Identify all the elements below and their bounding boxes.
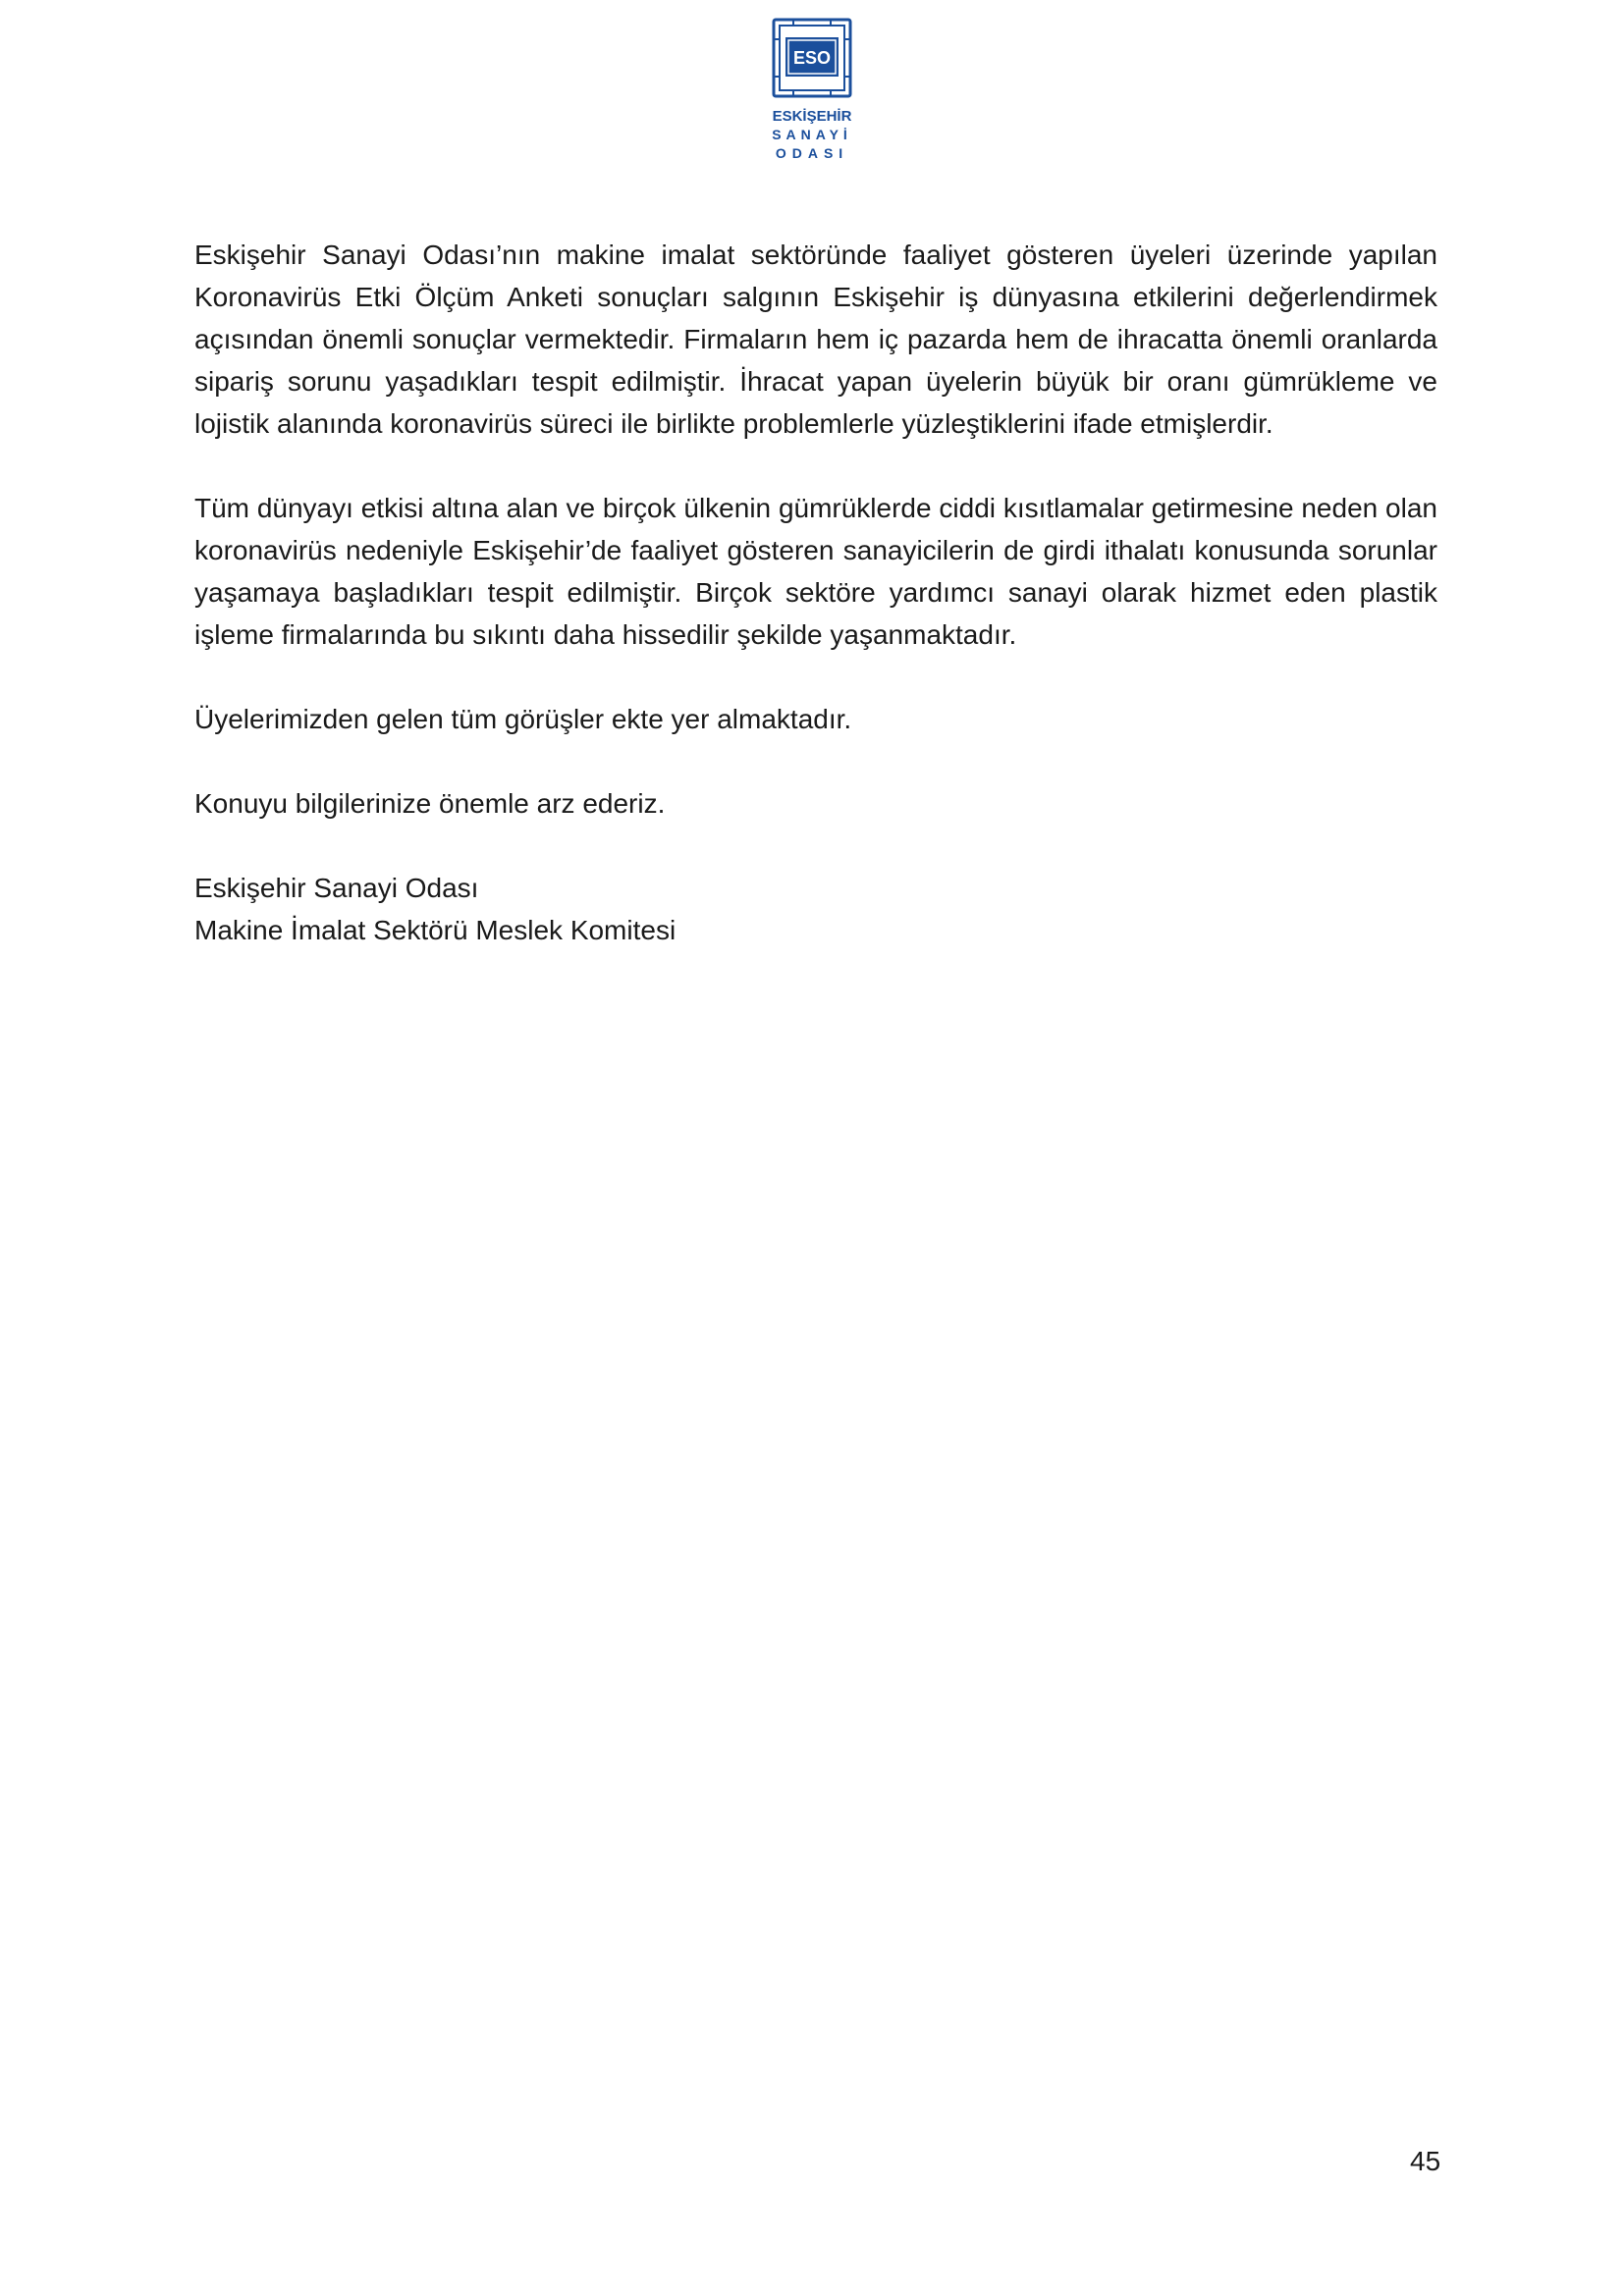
logo-line-2: SANAYİ [772,127,852,142]
paragraph-import-problems: Tüm dünyayı etkisi altına alan ve birçok ülkenin gümrüklerde ciddi kısıtlamalar getirmesine neden olan koronavirüs nedeniyle Eskişehir’de faaliyet gösteren sanayicilerin de girdi ithalatı konusunda sorunlar yaşamaya başladıkları tespit edilmiştir. Birçok sektöre yardımcı sanayi olarak hizmet eden plastik işleme firmalarında bu sıkıntı daha hissedilir şekilde yaşanmaktadır. [194,493,1437,650]
eso-logo [772,18,852,167]
page-number: 45 [1410,2146,1441,2176]
paragraph-survey-results: Eskişehir Sanayi Odası’nın makine imalat sektöründe faaliyet gösteren üyeleri üzerinde yapılan Koronavirüs Etki Ölçüm Anketi sonuçları salgının Eskişehir iş dünyasına etkilerini değerlendirmek açısından önemli sonuçlar vermektedir. Firmaların hem iç pazarda hem de ihracatta önemli oranlarda sipariş sorunu yaşadıkları tespit edilmiştir. İhracat yapan üyelerin büyük bir oranı gümrükleme ve lojistik alanında koronavirüs süreci ile birlikte problemlerle yüzleştiklerini ifade etmişlerdir. [194,240,1437,439]
eso-logo-graphic [772,18,852,167]
signature-committee: Makine İmalat Sektörü Meslek Komitesi [194,915,677,945]
letter-body [194,234,1437,951]
logo-badge-text: ESO [792,48,832,68]
paragraph-closing: Konuyu bilgilerinize önemle arz ederiz. [194,788,666,819]
signature-block [194,867,1437,951]
paragraph-member-opinions: Üyelerimizden gelen tüm görüşler ekte yer almaktadır. [194,704,852,734]
logo-line-3: ODASI [775,145,849,161]
logo-line-1: ESKİŞEHİR [772,108,852,125]
signature-organization: Eskişehir Sanayi Odası [194,873,479,903]
